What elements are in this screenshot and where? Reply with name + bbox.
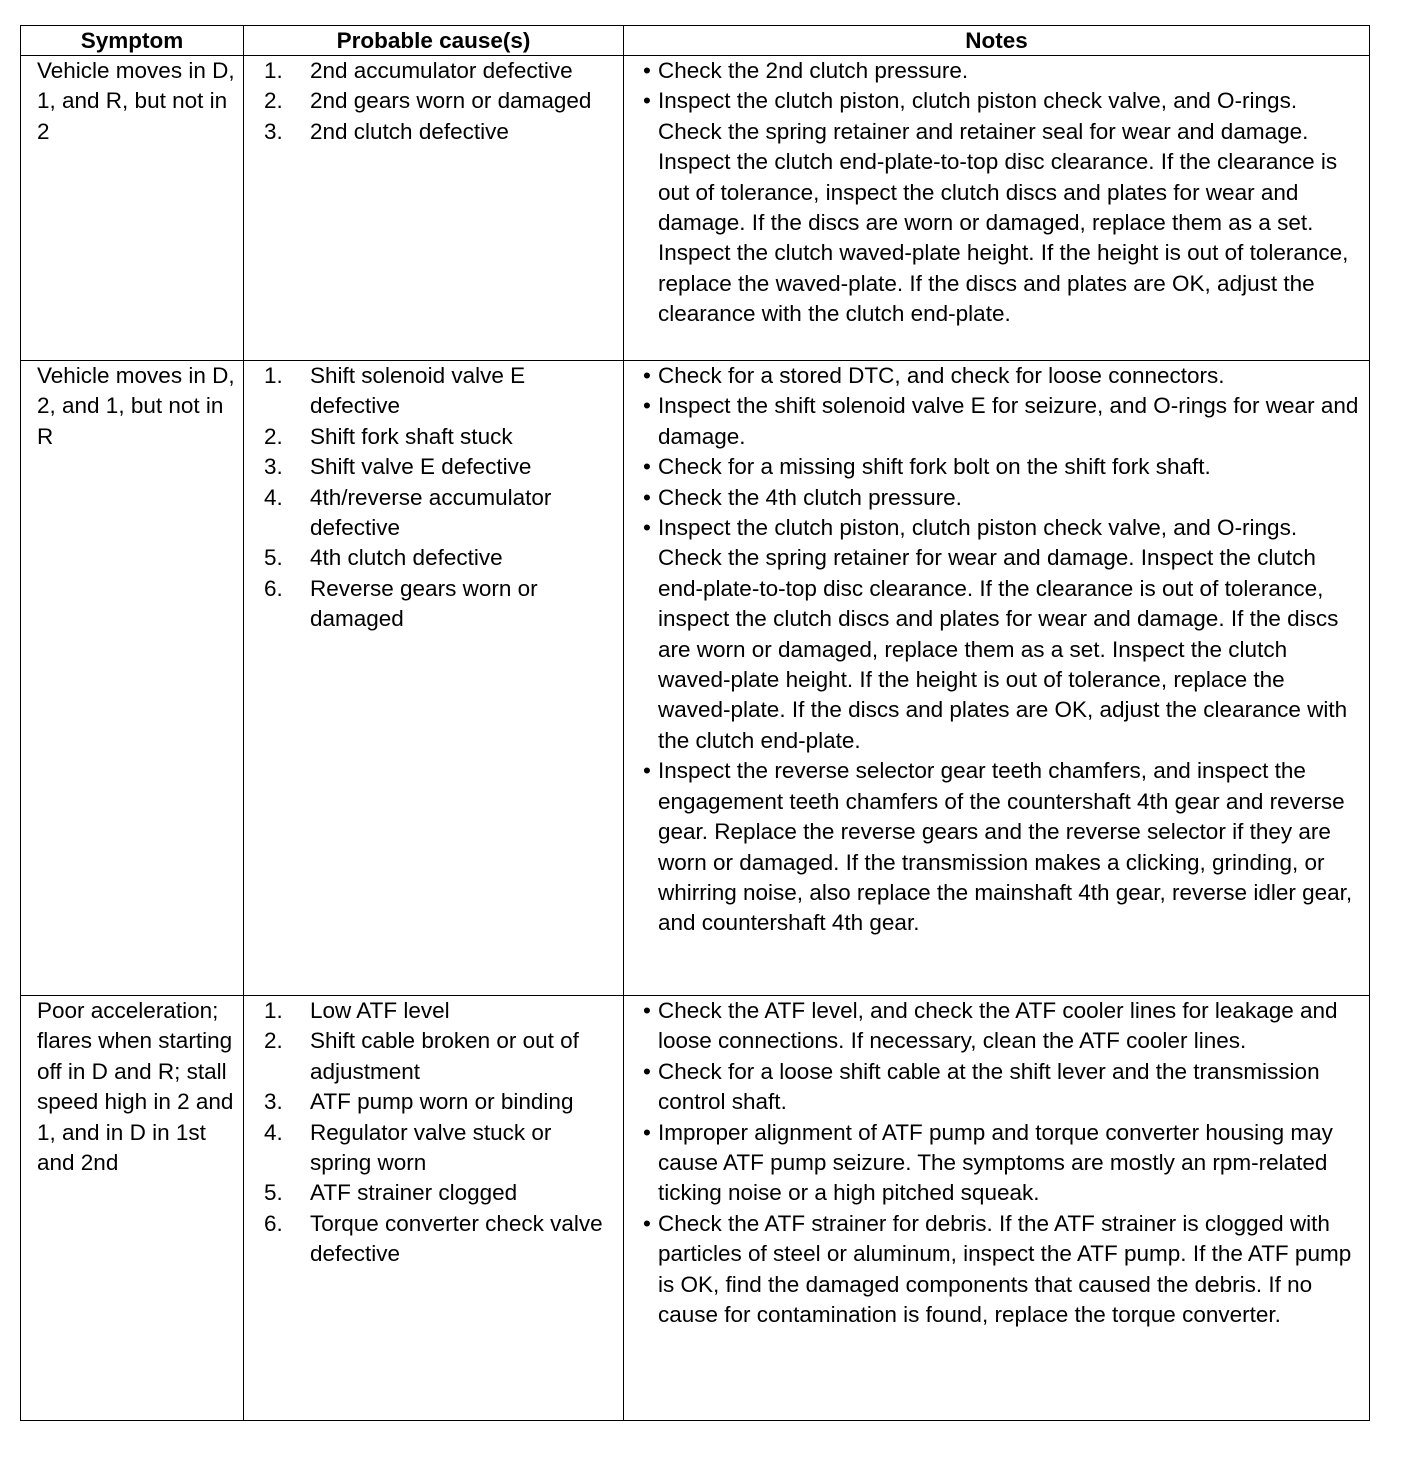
cause-item	[264, 1118, 617, 1179]
bullet-icon: •	[643, 515, 651, 541]
cause-number: 2.	[264, 423, 283, 449]
cause-text: Shift fork shaft stuck	[310, 423, 513, 449]
cause-number: 6.	[264, 1210, 283, 1236]
note-item	[636, 391, 1361, 452]
note-text: Inspect the shift solenoid valve E for seizure, and O-rings for wear and damage.	[658, 393, 1359, 449]
header-symptom: Symptom	[21, 26, 244, 56]
notes-cell	[624, 996, 1370, 1421]
note-item	[636, 483, 1361, 513]
note-text: Check for a missing shift fork bolt on the shift fork shaft.	[658, 454, 1211, 480]
cause-number: 1.	[264, 998, 283, 1023]
note-item	[636, 452, 1361, 482]
cause-number: 3.	[264, 1089, 283, 1115]
note-text: Inspect the reverse selector gear teeth chamfers, and inspect the engagement teeth chamfers of the countershaft 4th gear and reverse gear. Replace the reverse gears and the reverse selector if they are worn or damaged. If the transmission makes a clicking, grinding, or whirring noise, also replace the mainshaft 4th gear, reverse idler gear, and countershaft 4th gear.	[658, 758, 1353, 936]
cause-text: 4th/reverse accumulator defective	[310, 484, 552, 541]
cause-item	[264, 422, 617, 452]
note-item	[636, 1118, 1361, 1209]
cause-text: Shift cable broken or out of adjustment	[310, 1028, 579, 1084]
bullet-icon: •	[643, 393, 651, 419]
troubleshooting-table	[20, 25, 1370, 1421]
cause-item	[264, 574, 617, 635]
cause-number: 1.	[264, 58, 283, 83]
cause-text: Torque converter check valve defective	[310, 1210, 603, 1267]
symptom-text: Vehicle moves in D, 1, and R, but not in 2	[37, 58, 235, 144]
cause-number: 2.	[264, 1028, 283, 1054]
bullet-icon: •	[643, 58, 651, 83]
note-item	[636, 756, 1361, 938]
notes-list	[624, 996, 1369, 1330]
note-text: Check the 2nd clutch pressure.	[658, 58, 969, 83]
notes-cell	[624, 56, 1370, 361]
symptom-text: Vehicle moves in D, 2, and 1, but not in R	[37, 363, 235, 449]
cause-text: Shift solenoid valve E defective	[310, 363, 526, 419]
note-text: Inspect the clutch piston, clutch piston check valve, and O-rings. Check the spring retainer and retainer seal for wear and damage. Inspect the clutch end-plate-to-top disc clearance. If the clearance is out of tolerance, inspect the clutch discs and plates for wear and damage. If the discs are worn or damaged, replace them as a set. Inspect the clutch waved-plate height. If the height is out of tolerance, replace the waved-plate. If the discs and plates are OK, adjust the clearance with the clutch end-plate.	[658, 88, 1349, 327]
note-item	[636, 996, 1361, 1057]
bullet-icon: •	[643, 758, 651, 784]
notes-list	[624, 56, 1369, 330]
bullet-icon: •	[643, 1210, 651, 1236]
causes-cell	[244, 56, 624, 361]
cause-item	[264, 56, 617, 86]
cause-number: 6.	[264, 575, 283, 601]
cause-number: 4.	[264, 1119, 283, 1145]
cause-item	[264, 86, 617, 116]
cause-item	[264, 996, 617, 1026]
table-row	[21, 56, 1370, 361]
note-item	[636, 86, 1361, 329]
cause-text: Regulator valve stuck or spring worn	[310, 1119, 552, 1176]
cause-number: 2.	[264, 88, 283, 114]
notes-cell	[624, 361, 1370, 996]
header-notes: Notes	[624, 26, 1370, 56]
cause-text: Low ATF level	[310, 998, 450, 1023]
cause-item	[264, 452, 617, 482]
cause-item	[264, 1026, 617, 1087]
cause-text: ATF strainer clogged	[310, 1180, 518, 1206]
note-item	[636, 361, 1361, 391]
causes-list	[244, 56, 623, 147]
cause-text: Shift valve E defective	[310, 454, 532, 480]
note-text: Check for a loose shift cable at the shift lever and the transmission control shaft.	[658, 1058, 1320, 1115]
causes-list	[244, 361, 623, 635]
note-item	[636, 513, 1361, 756]
cause-text: 2nd gears worn or damaged	[310, 88, 592, 114]
cause-number: 5.	[264, 545, 283, 571]
cause-item	[264, 117, 617, 147]
cause-item	[264, 483, 617, 544]
bullet-icon: •	[643, 484, 651, 510]
bullet-icon: •	[643, 88, 651, 114]
header-causes: Probable cause(s)	[244, 26, 624, 56]
note-text: Check the 4th clutch pressure.	[658, 484, 962, 510]
cause-text: Reverse gears worn or damaged	[310, 575, 538, 632]
cause-item	[264, 543, 617, 573]
cause-item	[264, 1178, 617, 1208]
cause-item	[264, 361, 617, 422]
symptom-cell	[21, 361, 244, 996]
note-item	[636, 56, 1361, 86]
table-row	[21, 361, 1370, 996]
bullet-icon: •	[643, 363, 651, 388]
symptom-text: Poor acceleration; flares when starting off in D and R; stall speed high in 2 and 1, and in D in 1st and 2nd	[37, 998, 234, 1176]
causes-cell	[244, 361, 624, 996]
cause-number: 5.	[264, 1180, 283, 1206]
note-text: Inspect the clutch piston, clutch piston check valve, and O-rings. Check the spring retainer for wear and damage. Inspect the clutch end-plate-to-top disc clearance. If the clearance is out of tolerance, inspect the clutch discs and plates for wear and damage. If the discs are worn or damaged, replace them as a set. Inspect the clutch waved-plate height. If the height is out of tolerance, replace the waved-plate. If the discs and plates are OK, adjust the clearance with the clutch end-plate.	[658, 515, 1348, 753]
cause-number: 3.	[264, 118, 283, 144]
bullet-icon: •	[643, 1058, 651, 1084]
symptom-cell	[21, 56, 244, 361]
note-text: Check for a stored DTC, and check for loose connectors.	[658, 363, 1225, 388]
cause-text: ATF pump worn or binding	[310, 1089, 574, 1115]
cause-number: 4.	[264, 484, 283, 510]
notes-list	[624, 361, 1369, 939]
cause-item	[264, 1087, 617, 1117]
cause-item	[264, 1209, 617, 1270]
note-text: Improper alignment of ATF pump and torque converter housing may cause ATF pump seizure. The symptoms are mostly an rpm-related ticking noise or a high pitched squeak.	[658, 1119, 1333, 1206]
note-item	[636, 1209, 1361, 1331]
symptom-cell	[21, 996, 244, 1421]
note-text: Check the ATF level, and check the ATF cooler lines for leakage and loose connections. If necessary, clean the ATF cooler lines.	[658, 998, 1338, 1054]
causes-list	[244, 996, 623, 1270]
cause-number: 1.	[264, 363, 283, 388]
bullet-icon: •	[643, 454, 651, 480]
table-row	[21, 996, 1370, 1421]
cause-text: 2nd clutch defective	[310, 118, 509, 144]
bullet-icon: •	[643, 1119, 651, 1145]
header-row	[21, 26, 1370, 56]
cause-number: 3.	[264, 454, 283, 480]
cause-text: 4th clutch defective	[310, 545, 503, 571]
causes-cell	[244, 996, 624, 1421]
note-text: Check the ATF strainer for debris. If the ATF strainer is clogged with particles of steel or aluminum, inspect the ATF pump. If the ATF pump is OK, find the damaged components that caused the debris. If no cause for contamination is found, replace the torque converter.	[658, 1210, 1352, 1328]
cause-text: 2nd accumulator defective	[310, 58, 573, 83]
bullet-icon: •	[643, 998, 651, 1023]
note-item	[636, 1057, 1361, 1118]
